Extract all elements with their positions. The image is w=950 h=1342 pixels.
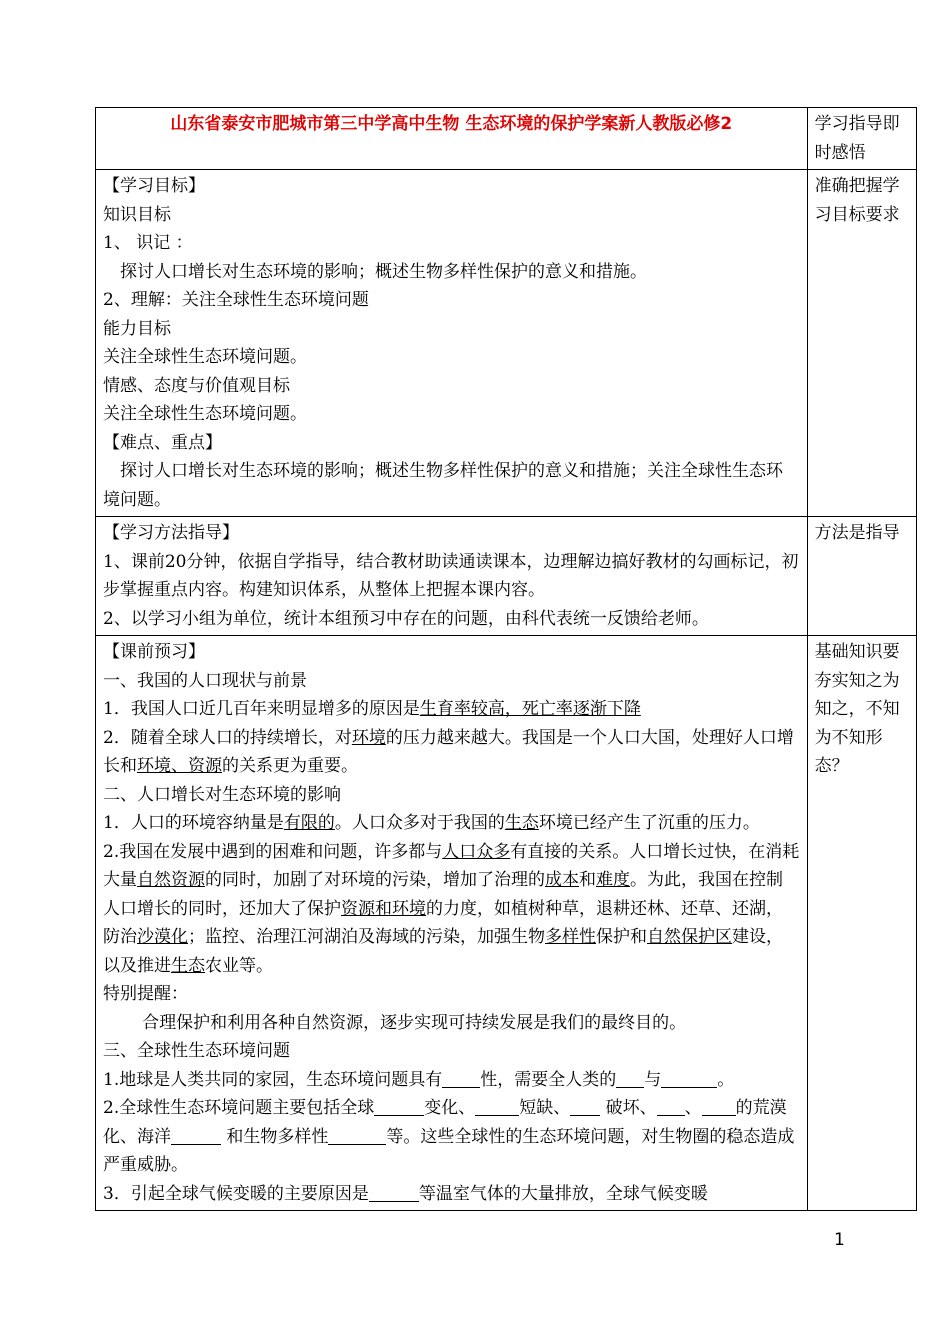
study-plan-table	[95, 107, 917, 1211]
title-row	[96, 108, 917, 170]
key-points-text: 探讨人口增长对生态环境的影响；概述生物多样性保护的意义和措施；关注全球性生态环境问题。	[103, 461, 783, 510]
item-1-1: 1．我国人口近几百年来明显增多的原因是生育率较高，死亡率逐渐下降	[103, 699, 641, 719]
method-item-2: 2、以学习小组为单位，统计本组预习中存在的问题，由科代表统一反馈给老师。	[103, 608, 709, 629]
side-header: 学习指导即时感悟	[807, 108, 916, 170]
knowledge-goal: 知识目标	[103, 204, 171, 225]
emotion-text: 关注全球性生态环境问题。	[103, 404, 307, 424]
key-points-heading: 【难点、重点】	[103, 432, 222, 453]
ability-goal: 能力目标	[103, 318, 171, 339]
preview-side-note: 基础知识要夯实知之为知之，不知为不知形态？	[807, 636, 916, 1211]
item-1-2: 2．随着全球人口的持续增长，对环境的压力越来越大。我国是一个人口大国，处理好人口增长和环境、资源的关系更为重要。	[103, 727, 794, 776]
tip-text: 合理保护和利用各种自然资源，逐步实现可持续发展是我们的最终目的。	[142, 1012, 687, 1033]
objectives-cell	[96, 170, 808, 517]
method-cell	[96, 517, 808, 636]
emotion-goal: 情感、态度与价值观目标	[103, 375, 290, 396]
understand-text: 2、理解：关注全球性生态环境问题	[103, 290, 369, 310]
method-heading: 【学习方法指导】	[103, 523, 239, 543]
page-number: 1	[834, 1230, 845, 1250]
section-1-heading: 一、我国的人口现状与前景	[103, 670, 307, 691]
preview-cell	[96, 636, 808, 1211]
item-2-2: 2.我国在发展中遇到的困难和问题，许多都与人口众多有直接的关系。人口增长过快，在消耗大量自然资源的同时，加剧了对环境的污染，增加了治理的成本和难度。为此，我国在控制人口增长的同时，还加大了保护资源和环境的力度，如植树种草，退耕还林、还草、还湖，防治沙漠化；监控、治理江河湖泊及海域的污染，加强生物多样性保护和自然保护区建设，以及推进生态农业等。	[103, 841, 800, 976]
item-3-3: 3．引起全球气候变暖的主要原因是 等温室气体的大量排放，全球气候变暖	[103, 1180, 800, 1209]
item-3-2: 2.全球性生态环境问题主要包括全球 变化、 短缺、 破坏、 、 的荒漠化、海洋 和生物多样性 等。这些全球性的生态环境问题，对生物圈的稳态造成严重威胁。	[103, 1094, 800, 1180]
recall-text: 探讨人口增长对生态环境的影响；概述生物多样性保护的意义和措施。	[120, 261, 647, 282]
method-side-note: 方法是指导	[807, 517, 916, 636]
item-3-1: 1.地球是人类共同的家园，生态环境问题具有 性，需要全人类的 与 。	[103, 1066, 800, 1095]
document-title: 山东省泰安市肥城市第三中学高中生物 生态环境的保护学案新人教版必修2	[96, 108, 808, 170]
item-2-1: 1．人口的环境容纳量是有限的。人口众多对于我国的生态环境已经产生了沉重的压力。	[103, 813, 760, 833]
method-item-1: 1、课前20分钟，依据自学指导，结合教材助读通读课本，边理解边搞好教材的勾画标记，初步掌握重点内容。构建知识体系，从整体上把握本课内容。	[103, 551, 799, 600]
objectives-side-note: 准确把握学习目标要求	[807, 170, 916, 517]
objectives-heading: 【学习目标】	[103, 176, 205, 196]
preview-row	[96, 636, 917, 1211]
preview-heading: 【课前预习】	[103, 642, 205, 662]
recall-label: 1、 识记 ：	[103, 233, 193, 253]
section-2-heading: 二、人口增长对生态环境的影响	[103, 784, 341, 805]
ability-text: 关注全球性生态环境问题。	[103, 347, 307, 367]
objectives-row	[96, 170, 917, 517]
section-3-heading: 三、全球性生态环境问题	[103, 1041, 290, 1061]
tip-label: 特别提醒：	[103, 984, 188, 1004]
method-row	[96, 517, 917, 636]
